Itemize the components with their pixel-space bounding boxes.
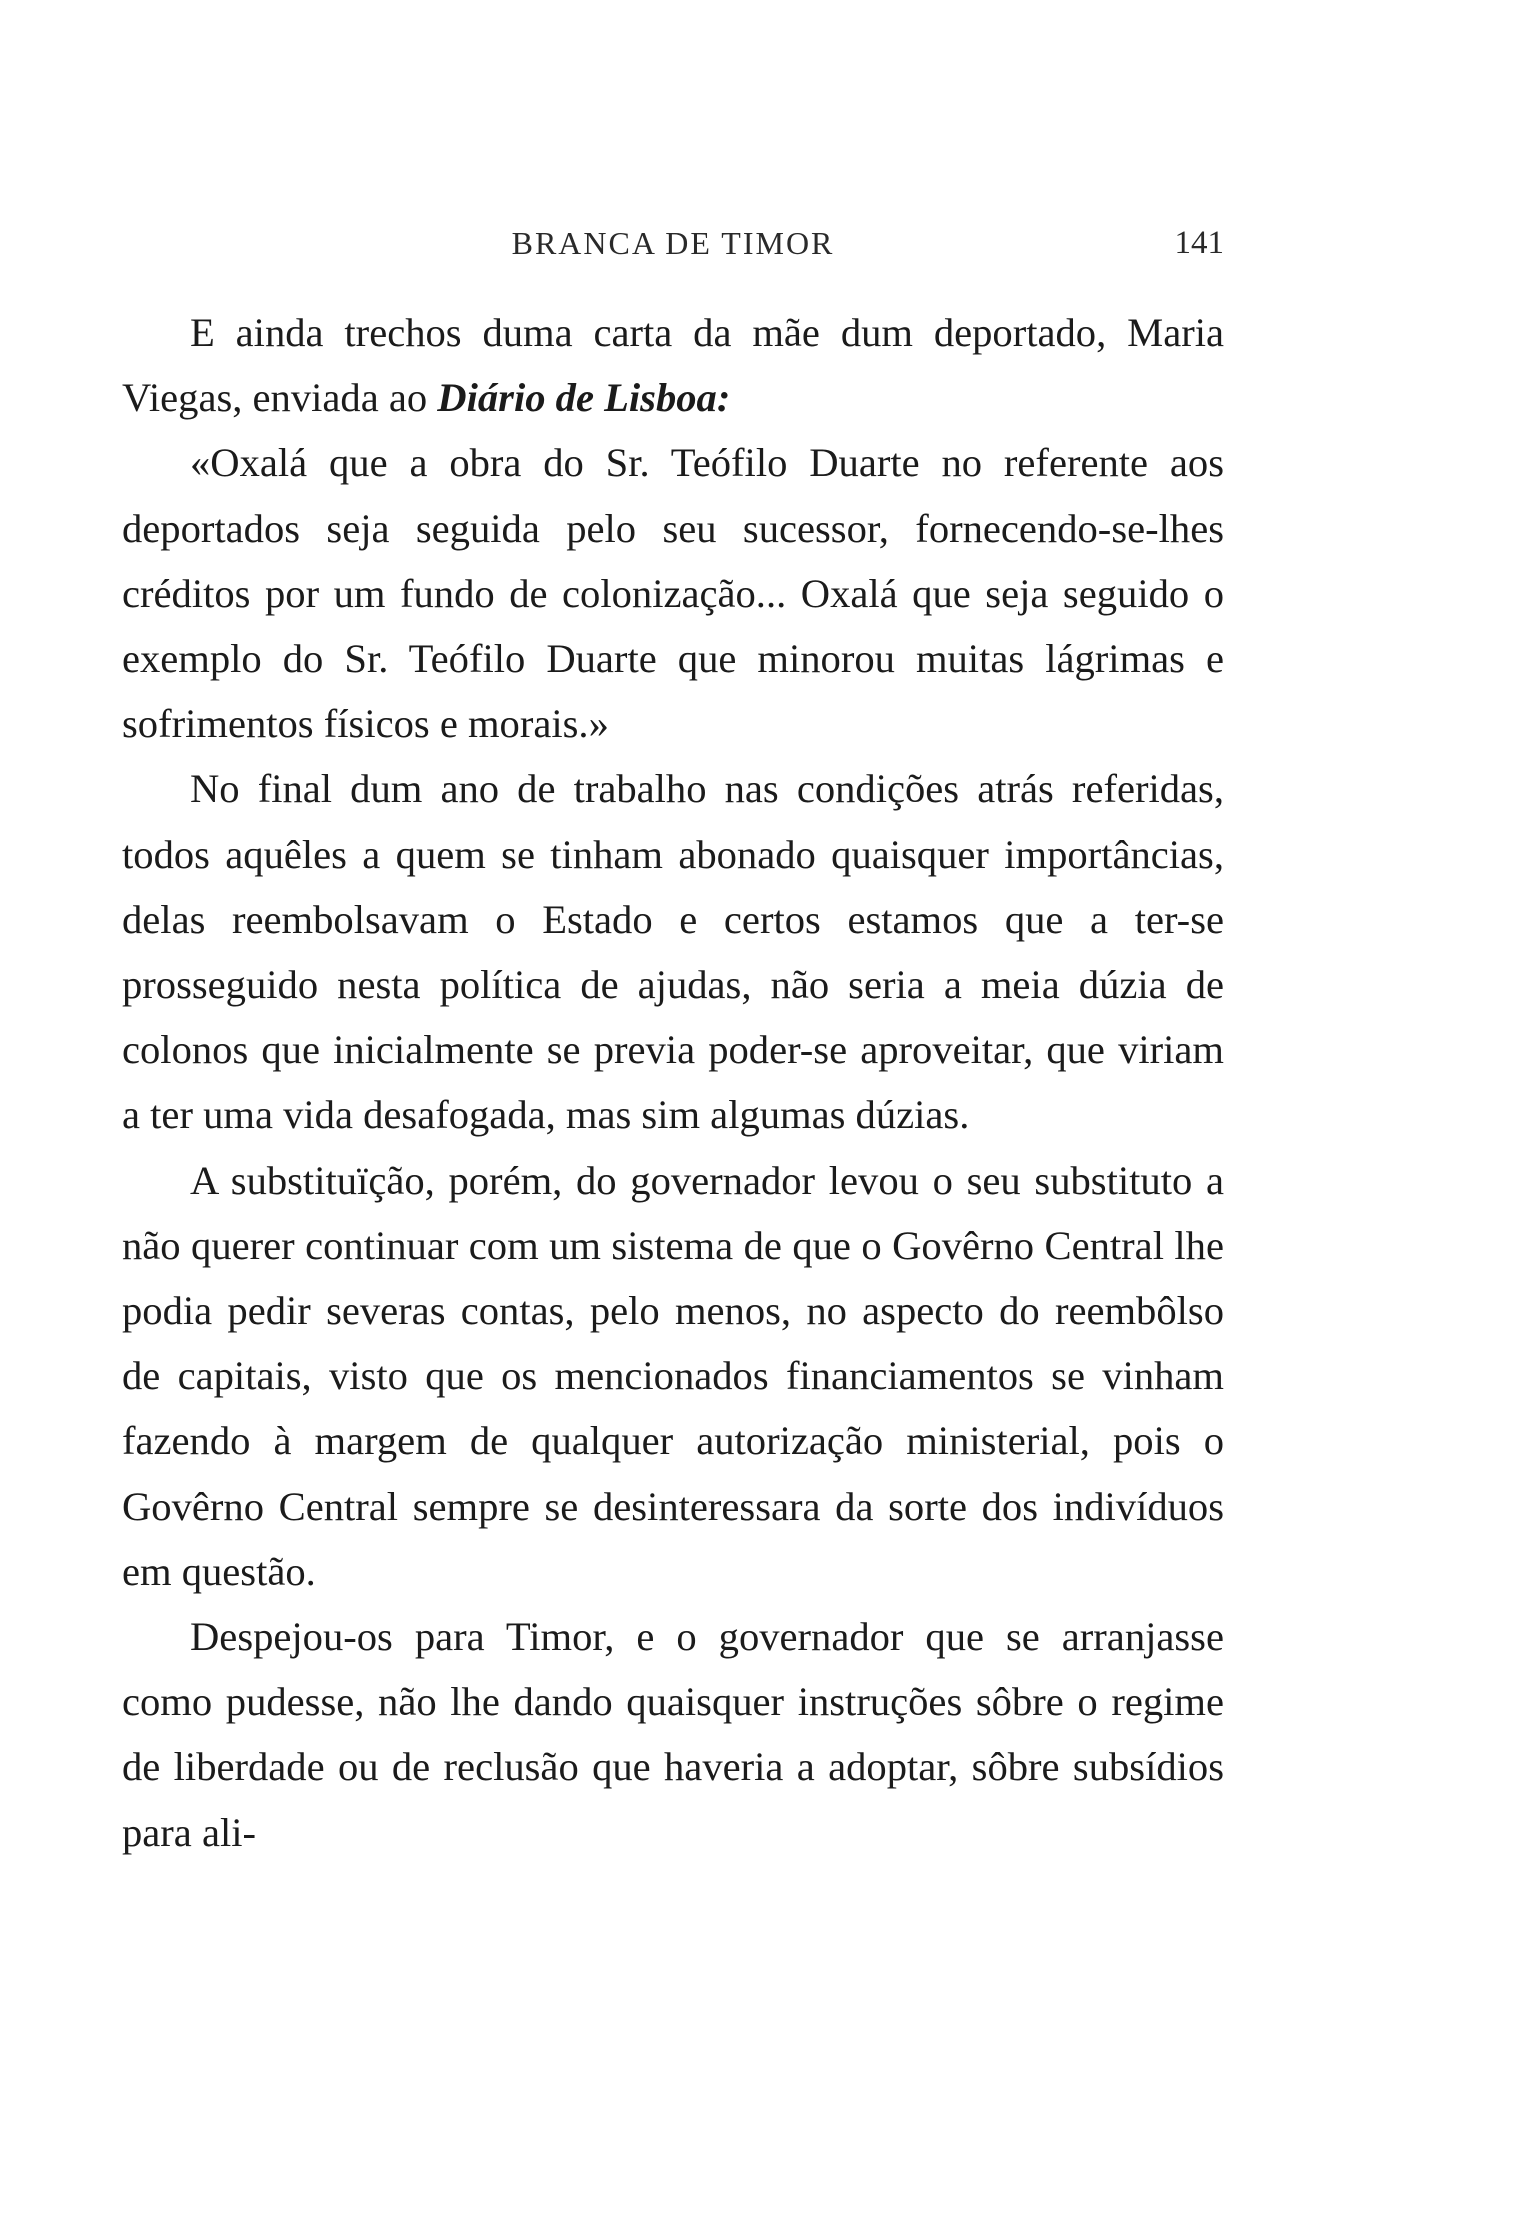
running-head bbox=[122, 225, 1224, 275]
paragraph-5: Despejou-os para Timor, e o governador que se arranjasse como pudesse, não lhe dando quaisquer instruções sôbre o regime de liberdade ou de reclusão que haveria a adoptar, sôbre subsídios para ali- bbox=[122, 1614, 1224, 1855]
paragraph-1 bbox=[122, 300, 1224, 430]
paragraph-4: A substituïção, porém, do governador levou o seu substituto a não querer continuar com um sistema de que o Govêrno Central lhe podia pedir severas contas, pelo menos, no aspecto do reembôlso de capitais, visto que os mencionados financiamentos se vinham fazendo à margem de qualquer autorização ministerial, pois o Govêrno Central sempre se desinteressara da sorte dos indivíduos em questão. bbox=[122, 1157, 1224, 1594]
paragraph-2-quotation: «Oxalá que a obra do Sr. Teófilo Duarte no referente aos deportados seja seguida pelo seu sucessor, fornecendo-se-lhes créditos por um fundo de colonização... Oxalá que seja seguido o exemplo do Sr. Teófilo Duarte que minorou muitas lágrimas e sofrimentos físicos e morais.» bbox=[122, 440, 1224, 747]
paragraph-3: No final dum ano de trabalho nas condições atrás referidas, todos aquêles a quem se tinham abonado quaisquer importâncias, delas reembolsavam o Estado e certos estamos que a ter-se prosseguido nesta política de ajudas, não seria a meia dúzia de colonos que inicialmente se previa poder-se aproveitar, que viriam a ter uma vida desafogada, mas sim algumas dúzias. bbox=[122, 766, 1224, 1138]
page-number: 141 bbox=[1174, 225, 1224, 261]
running-title: BRANCA DE TIMOR bbox=[511, 225, 835, 261]
body-text bbox=[122, 300, 1224, 1865]
paragraph-1-text: E ainda trechos duma carta da mãe dum deportado, Maria Viegas, enviada ao bbox=[122, 310, 1224, 421]
newspaper-title: Diário de Lisboa: bbox=[437, 375, 731, 421]
